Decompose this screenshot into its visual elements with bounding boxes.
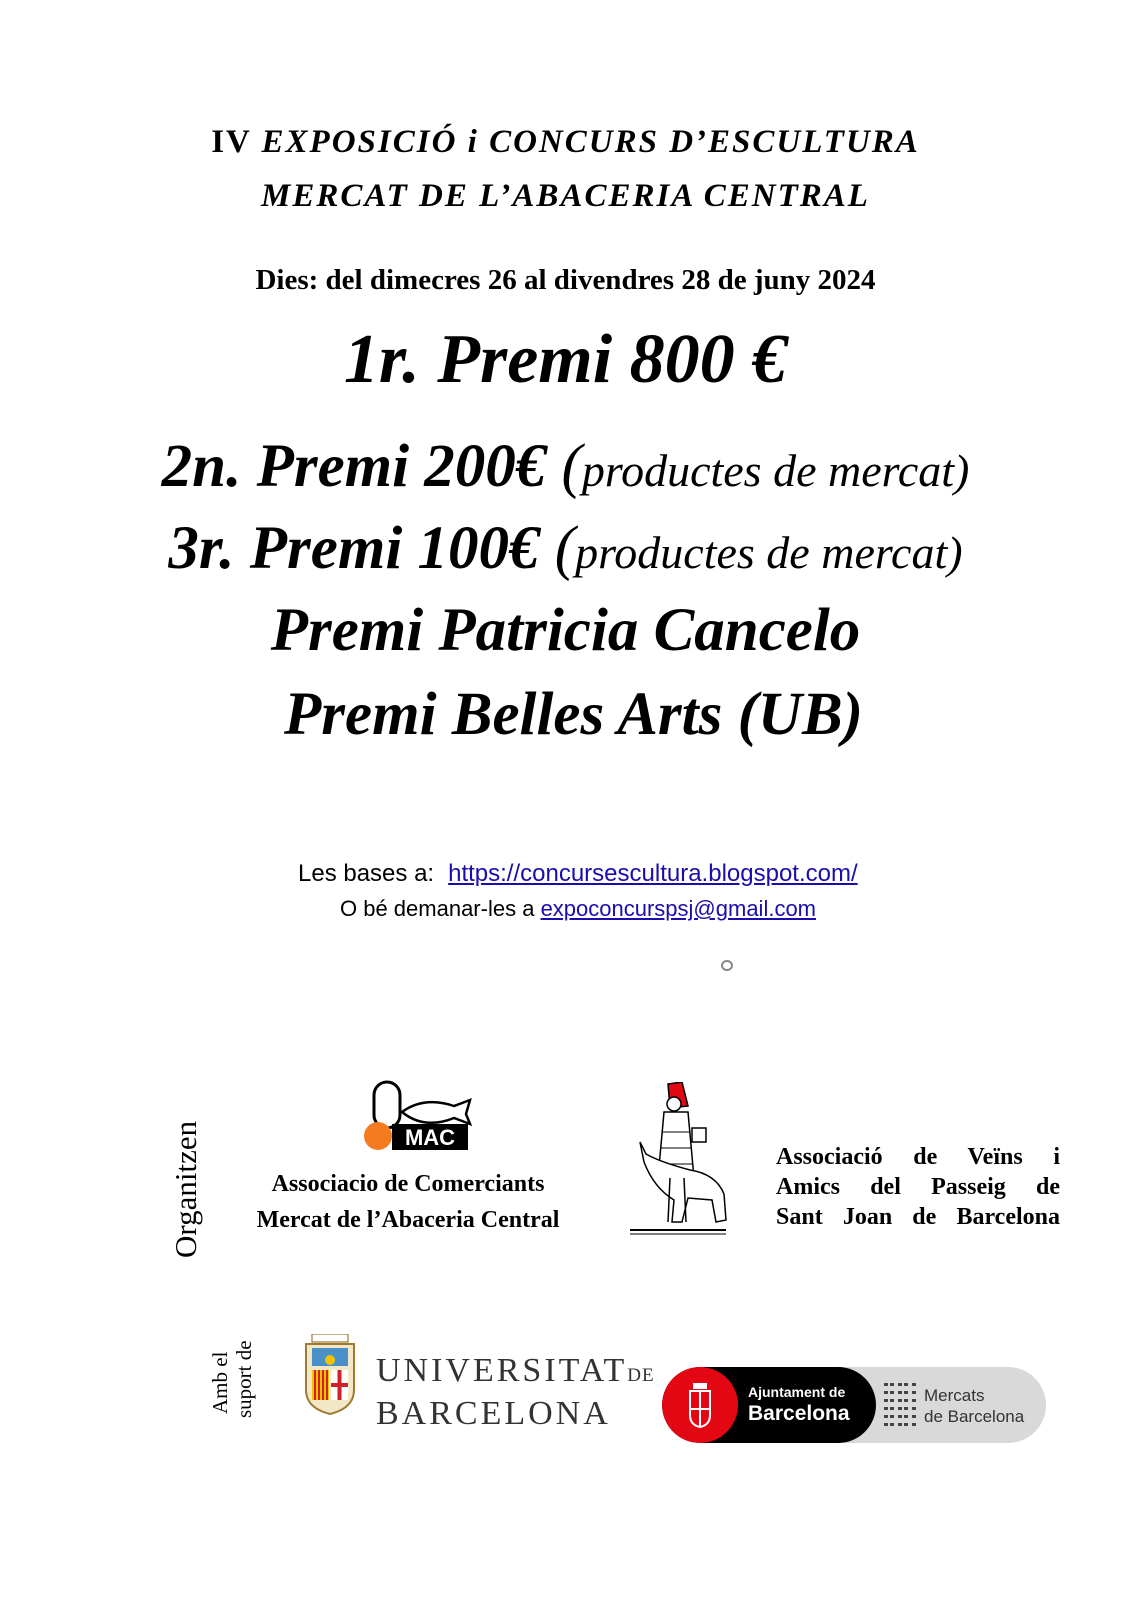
support-label-line1: Amb el xyxy=(208,1351,232,1414)
first-prize: 1r. Premi 800 € xyxy=(343,321,788,398)
mac-name-line1: Associacio de Comerciants xyxy=(271,1171,545,1197)
second-prize-note: productes de mercat) xyxy=(581,445,970,496)
bases-link[interactable]: https://concursescultura.blogspot.com/ xyxy=(448,860,858,887)
ajuntament-mercats-logo xyxy=(662,1367,1046,1443)
university-name xyxy=(376,1352,655,1433)
belles-arts-prize: Premi Belles Arts (UB) xyxy=(284,681,863,748)
second-prize-amount: 2n. Premi 200€ xyxy=(161,433,547,500)
third-prize xyxy=(0,515,1131,582)
ub-line1: UNIVERSITAT xyxy=(376,1352,628,1389)
patricia-cancelo-prize: Premi Patricia Cancelo xyxy=(270,597,861,664)
mac-logo xyxy=(362,1076,482,1154)
mac-logo-text: MAC xyxy=(404,1125,456,1150)
veins-association-name xyxy=(776,1142,1060,1232)
mac-name xyxy=(228,1166,588,1238)
veins-line1: Associació de Veïns i xyxy=(776,1144,1060,1170)
university-crest-icon xyxy=(304,1334,356,1416)
mac-logo-bottle xyxy=(374,1082,400,1128)
veins-line2: Amics del Passeig de xyxy=(776,1174,1060,1200)
second-prize xyxy=(0,433,1131,500)
email-line xyxy=(340,896,816,922)
second-prize-paren: ( xyxy=(561,433,582,500)
title-exhibition: EXPOSICIÓ i CONCURS D’ESCULTURA xyxy=(261,124,920,160)
ajuntament-line2: Barcelona xyxy=(748,1402,850,1425)
ajuntament-line1: Ajuntament de xyxy=(748,1384,846,1400)
event-dates: Dies: del dimecres 26 al divendres 28 de juny 2024 xyxy=(255,264,876,296)
support-label-line2: suport de xyxy=(232,1340,256,1418)
bases-label: Les bases a: xyxy=(298,860,435,887)
title-roman-numeral: IV xyxy=(211,124,252,160)
veins-line3: Sant Joan de Barcelona xyxy=(776,1204,1060,1230)
ub-de: DE xyxy=(627,1365,655,1386)
title-line-1 xyxy=(0,124,1131,161)
ajuntament-shield-icon xyxy=(684,1381,716,1429)
third-prize-amount: 3r. Premi 100€ xyxy=(168,515,540,582)
basket-icon xyxy=(692,1128,706,1142)
email-link[interactable]: expoconcurspsj@gmail.com xyxy=(540,896,817,921)
bases-line xyxy=(298,860,858,888)
email-label: O bé demanar-les a xyxy=(340,896,535,921)
third-prize-note: productes de mercat) xyxy=(575,527,963,578)
mac-logo-orange xyxy=(364,1122,392,1150)
mercats-line2: de Barcelona xyxy=(924,1407,1025,1426)
third-prize-paren: ( xyxy=(554,515,576,582)
small-circle-mark xyxy=(721,960,733,971)
ub-line2: BARCELONA xyxy=(376,1395,611,1432)
organizers-label: Organitzen xyxy=(168,1120,203,1258)
little-red-riding-hood-logo xyxy=(630,1082,736,1238)
mac-name-line2: Mercat de l’Abaceria Central xyxy=(256,1207,560,1233)
title-line-2: MERCAT DE L’ABACERIA CENTRAL xyxy=(261,178,870,214)
mac-logo-fish xyxy=(402,1100,470,1124)
mercats-grid-icon xyxy=(884,1383,918,1427)
mercats-line1: Mercats xyxy=(924,1386,985,1405)
